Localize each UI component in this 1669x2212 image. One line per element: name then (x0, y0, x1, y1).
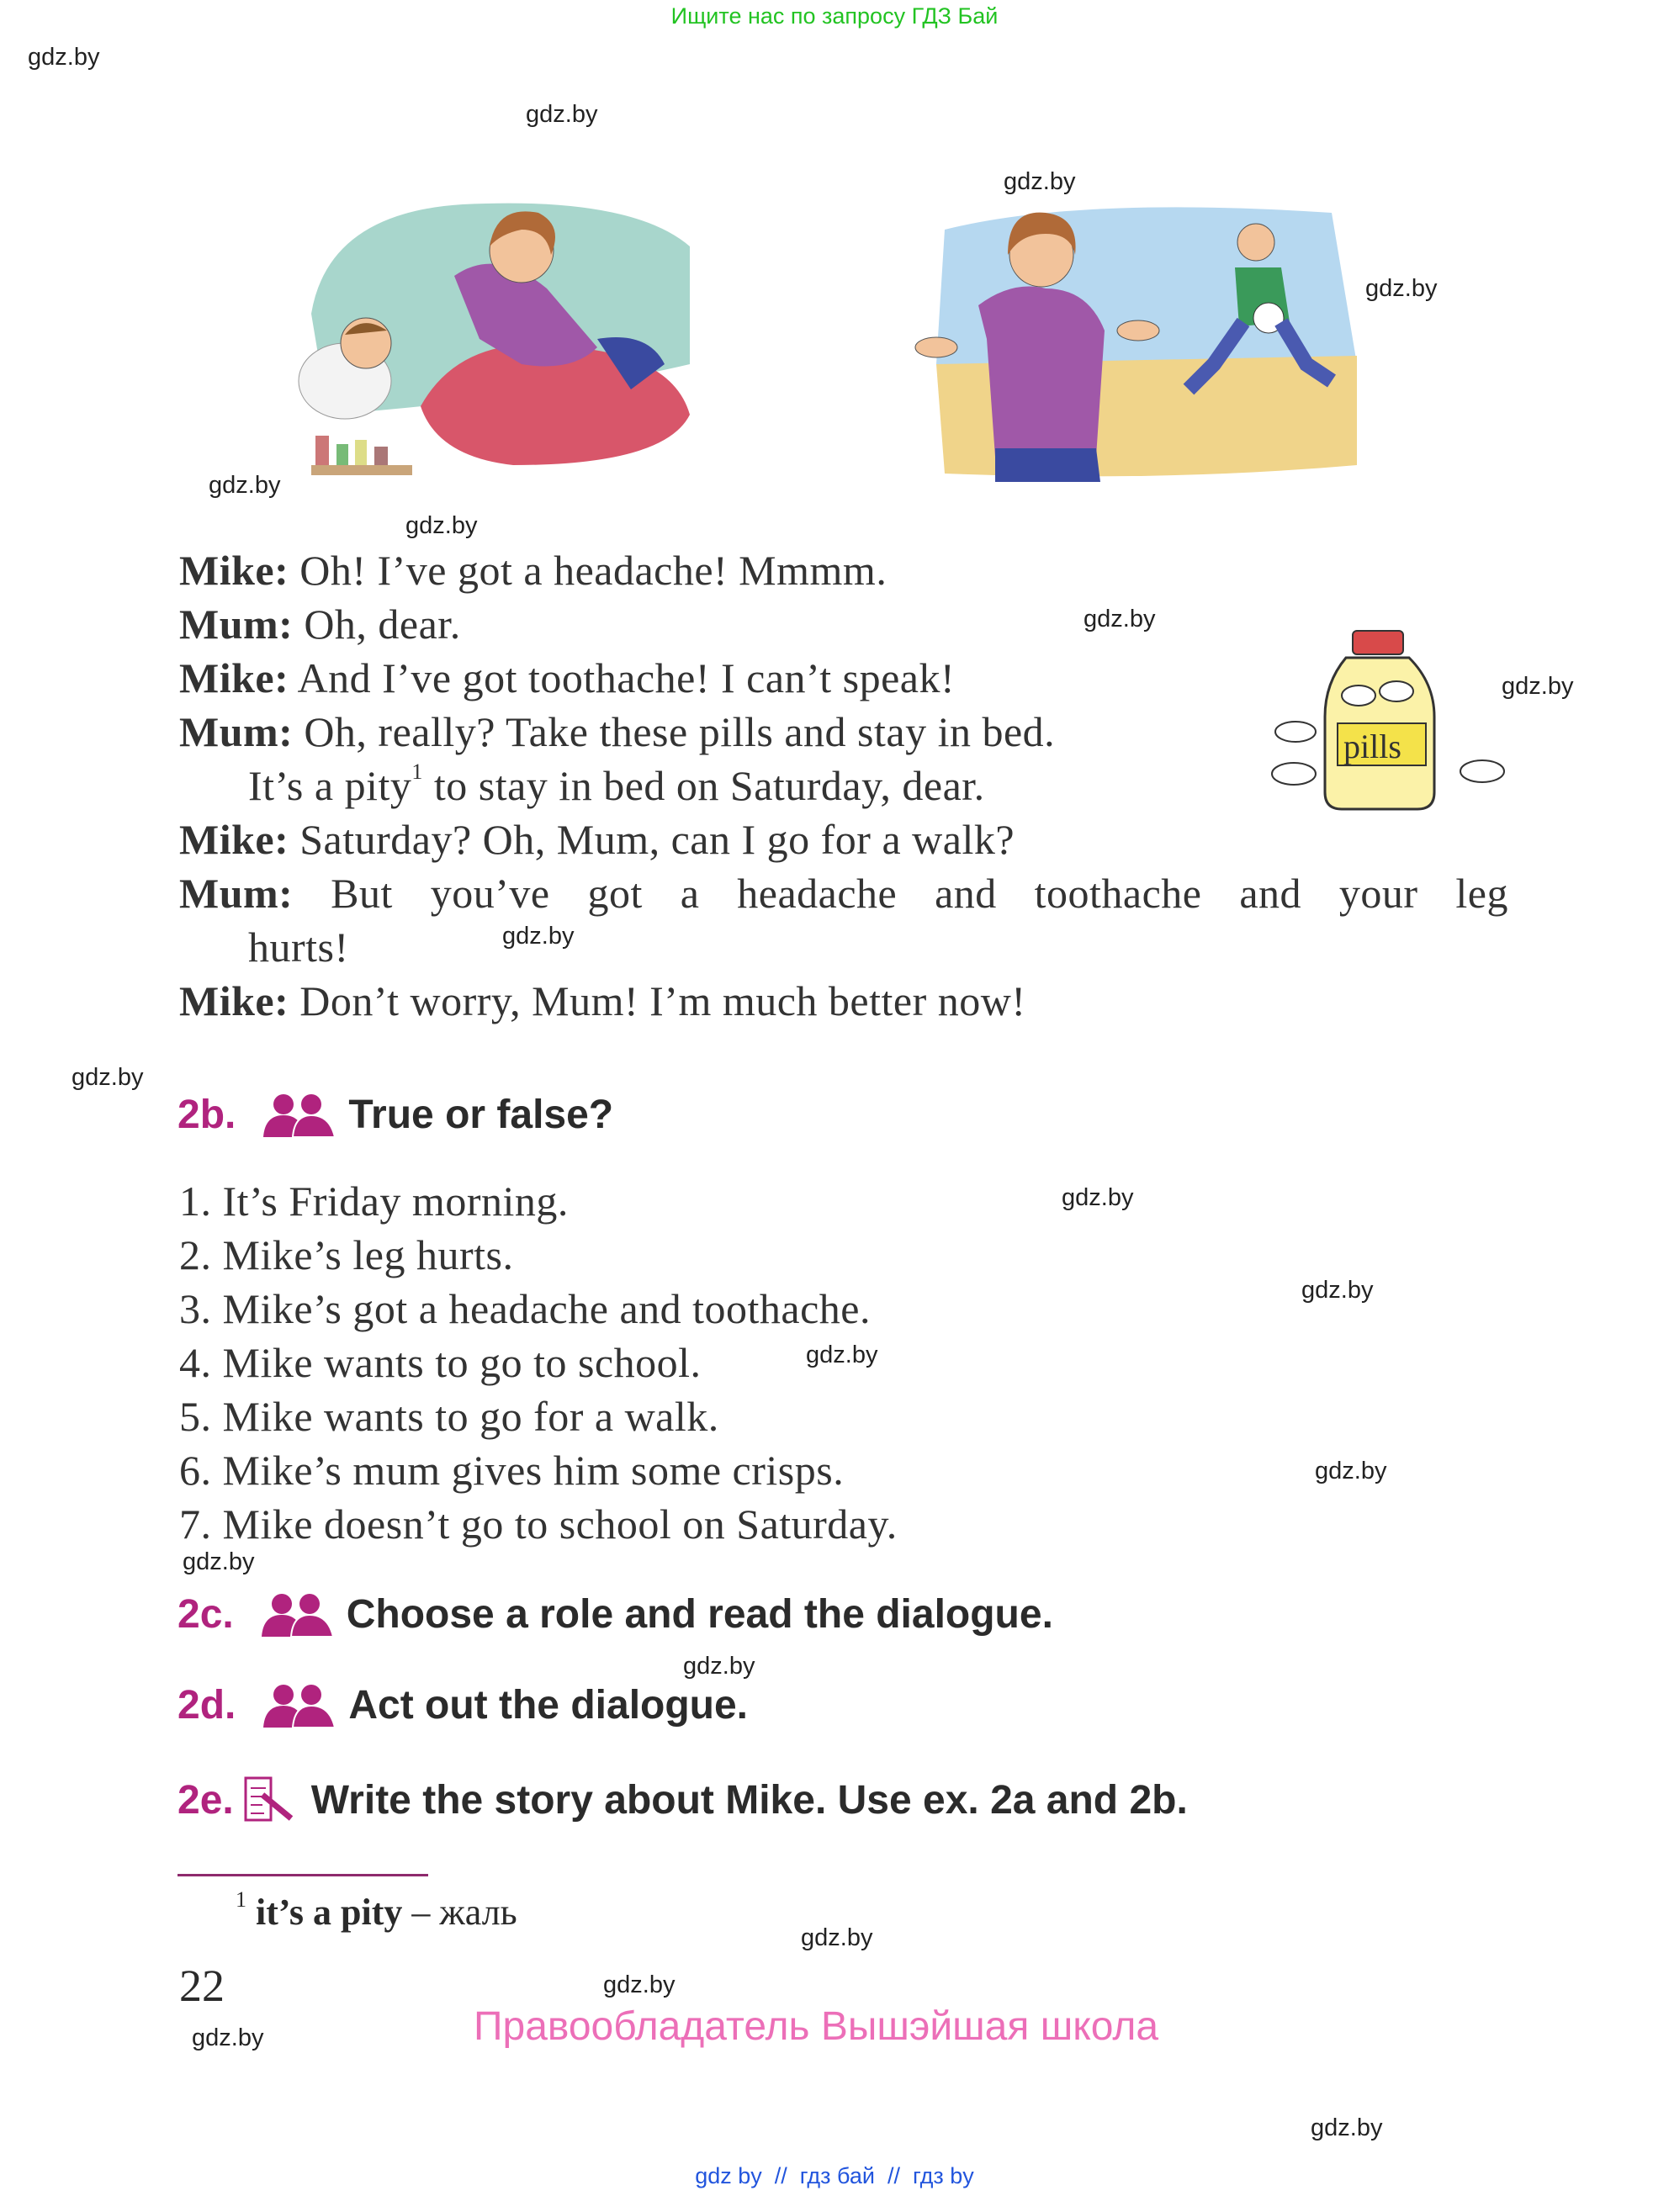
statement: 2. Mike’s leg hurts. (179, 1231, 514, 1278)
exercise-number: 2c. (177, 1592, 234, 1637)
watermark: gdz.by (405, 512, 478, 539)
watermark: gdz.by (72, 1064, 144, 1091)
dialogue-line (179, 547, 887, 594)
footnote-translation: жаль (439, 1892, 517, 1933)
exercise-2b-heading (177, 1092, 613, 1138)
exercise-title: Choose a role and read the dialogue. (346, 1592, 1053, 1637)
footnote-dash: – (402, 1892, 440, 1933)
bottom-links[interactable]: gdz by // гдз бай // гдз by (695, 2163, 974, 2188)
dialogue-line (179, 601, 461, 648)
dialogue-line (179, 654, 956, 701)
exercise-2d-heading (177, 1682, 748, 1728)
pair-work-icon (259, 1593, 335, 1637)
exercise-number: 2b. (177, 1093, 236, 1137)
illustration-mike-running (911, 196, 1361, 490)
watermark: gdz.by (1365, 275, 1438, 302)
statement: 1. It’s Friday morning. (179, 1177, 569, 1225)
pair-work-icon (261, 1093, 336, 1137)
statement: 7. Mike doesn’t go to school on Saturday. (179, 1500, 898, 1548)
dialogue-line (179, 977, 1026, 1024)
line-text: Don’t worry, Mum! I’m much better now! (289, 977, 1026, 1024)
writing-icon (244, 1776, 299, 1823)
dialogue-line (248, 759, 985, 809)
watermark: gdz.by (209, 472, 281, 499)
dialogue-line (179, 816, 1015, 863)
watermark: gdz.by (806, 1341, 878, 1368)
line-text: hurts! (248, 923, 349, 971)
watermark: gdz.by (183, 1548, 255, 1575)
dialogue-line (179, 708, 1056, 755)
line-text: Saturday? Oh, Mum, can I go for a walk? (289, 816, 1015, 863)
speaker: Mum: (179, 708, 294, 755)
statement: 3. Mike’s got a headache and toothache. (179, 1285, 871, 1332)
exercise-number: 2e. (177, 1777, 234, 1823)
watermark: gdz.by (28, 44, 100, 71)
watermark: gdz.by (1502, 673, 1574, 700)
pills-illustration (1262, 624, 1514, 813)
pair-work-icon (261, 1684, 336, 1728)
footnote (236, 1887, 517, 1934)
watermark: gdz.by (801, 1924, 873, 1951)
watermark: gdz.by (1301, 1277, 1374, 1304)
watermark: gdz.by (603, 1971, 676, 1998)
line-text: It’s a pity (248, 762, 412, 809)
exercise-2e-heading (177, 1776, 1188, 1823)
line-text: But you’ve got a headache and toothache and your leg (293, 870, 1508, 917)
speaker: Mike: (179, 977, 289, 1024)
speaker: Mum: (179, 601, 294, 648)
statement: 5. Mike wants to go for a walk. (179, 1393, 719, 1440)
line-text: And I’ve got toothache! I can’t speak! (289, 654, 956, 701)
footnote-divider (177, 1874, 428, 1876)
watermark: gdz.by (526, 101, 598, 128)
speaker: Mike: (179, 547, 289, 594)
exercise-2c-heading (177, 1591, 1053, 1638)
line-text: Oh, dear. (293, 601, 461, 648)
exercise-number: 2d. (177, 1683, 236, 1728)
pill-bottle-icon (1262, 624, 1514, 813)
statement: 4. Mike wants to go to school. (179, 1339, 702, 1386)
illustration-mike-in-bed (294, 196, 698, 490)
dialogue-line (179, 870, 1508, 917)
speaker: Mike: (179, 654, 289, 701)
watermark: gdz.by (683, 1653, 755, 1680)
line-text: Oh, really? Take these pills and stay in bed. (293, 708, 1056, 755)
exercise-title: Act out the dialogue. (348, 1683, 749, 1728)
dialogue-line (248, 923, 349, 971)
watermark: gdz.by (192, 2024, 264, 2051)
page-number: 22 (179, 1961, 225, 2011)
footnote-term: it’s a pity (256, 1892, 403, 1933)
footnote-mark: 1 (411, 759, 423, 784)
watermark: gdz.by (1062, 1184, 1134, 1211)
statement: 6. Mike’s mum gives him some crisps. (179, 1447, 845, 1494)
watermark: gdz.by (1084, 606, 1156, 632)
search-hint: Ищите нас по запросу ГДЗ Бай (670, 3, 999, 29)
exercise-title: True or false? (348, 1093, 614, 1137)
exercise-title: Write the story about Mike. Use ex. 2a and 2b. (310, 1777, 1188, 1823)
watermark: gdz.by (1004, 168, 1076, 195)
watermark: gdz.by (1311, 2114, 1383, 2141)
watermark: gdz.by (502, 923, 575, 950)
speaker: Mike: (179, 816, 289, 863)
line-text: to stay in bed on Saturday, dear. (422, 762, 985, 809)
line-text: Oh! I’ve got a headache! Mmmm. (289, 547, 887, 594)
watermark: gdz.by (1315, 1458, 1387, 1484)
pills-label: pills (1343, 728, 1401, 765)
footnote-mark: 1 (236, 1887, 246, 1912)
speaker: Mum: (179, 870, 294, 917)
rights-holder: Правообладатель Вышэйшая школа (474, 2004, 1159, 2049)
